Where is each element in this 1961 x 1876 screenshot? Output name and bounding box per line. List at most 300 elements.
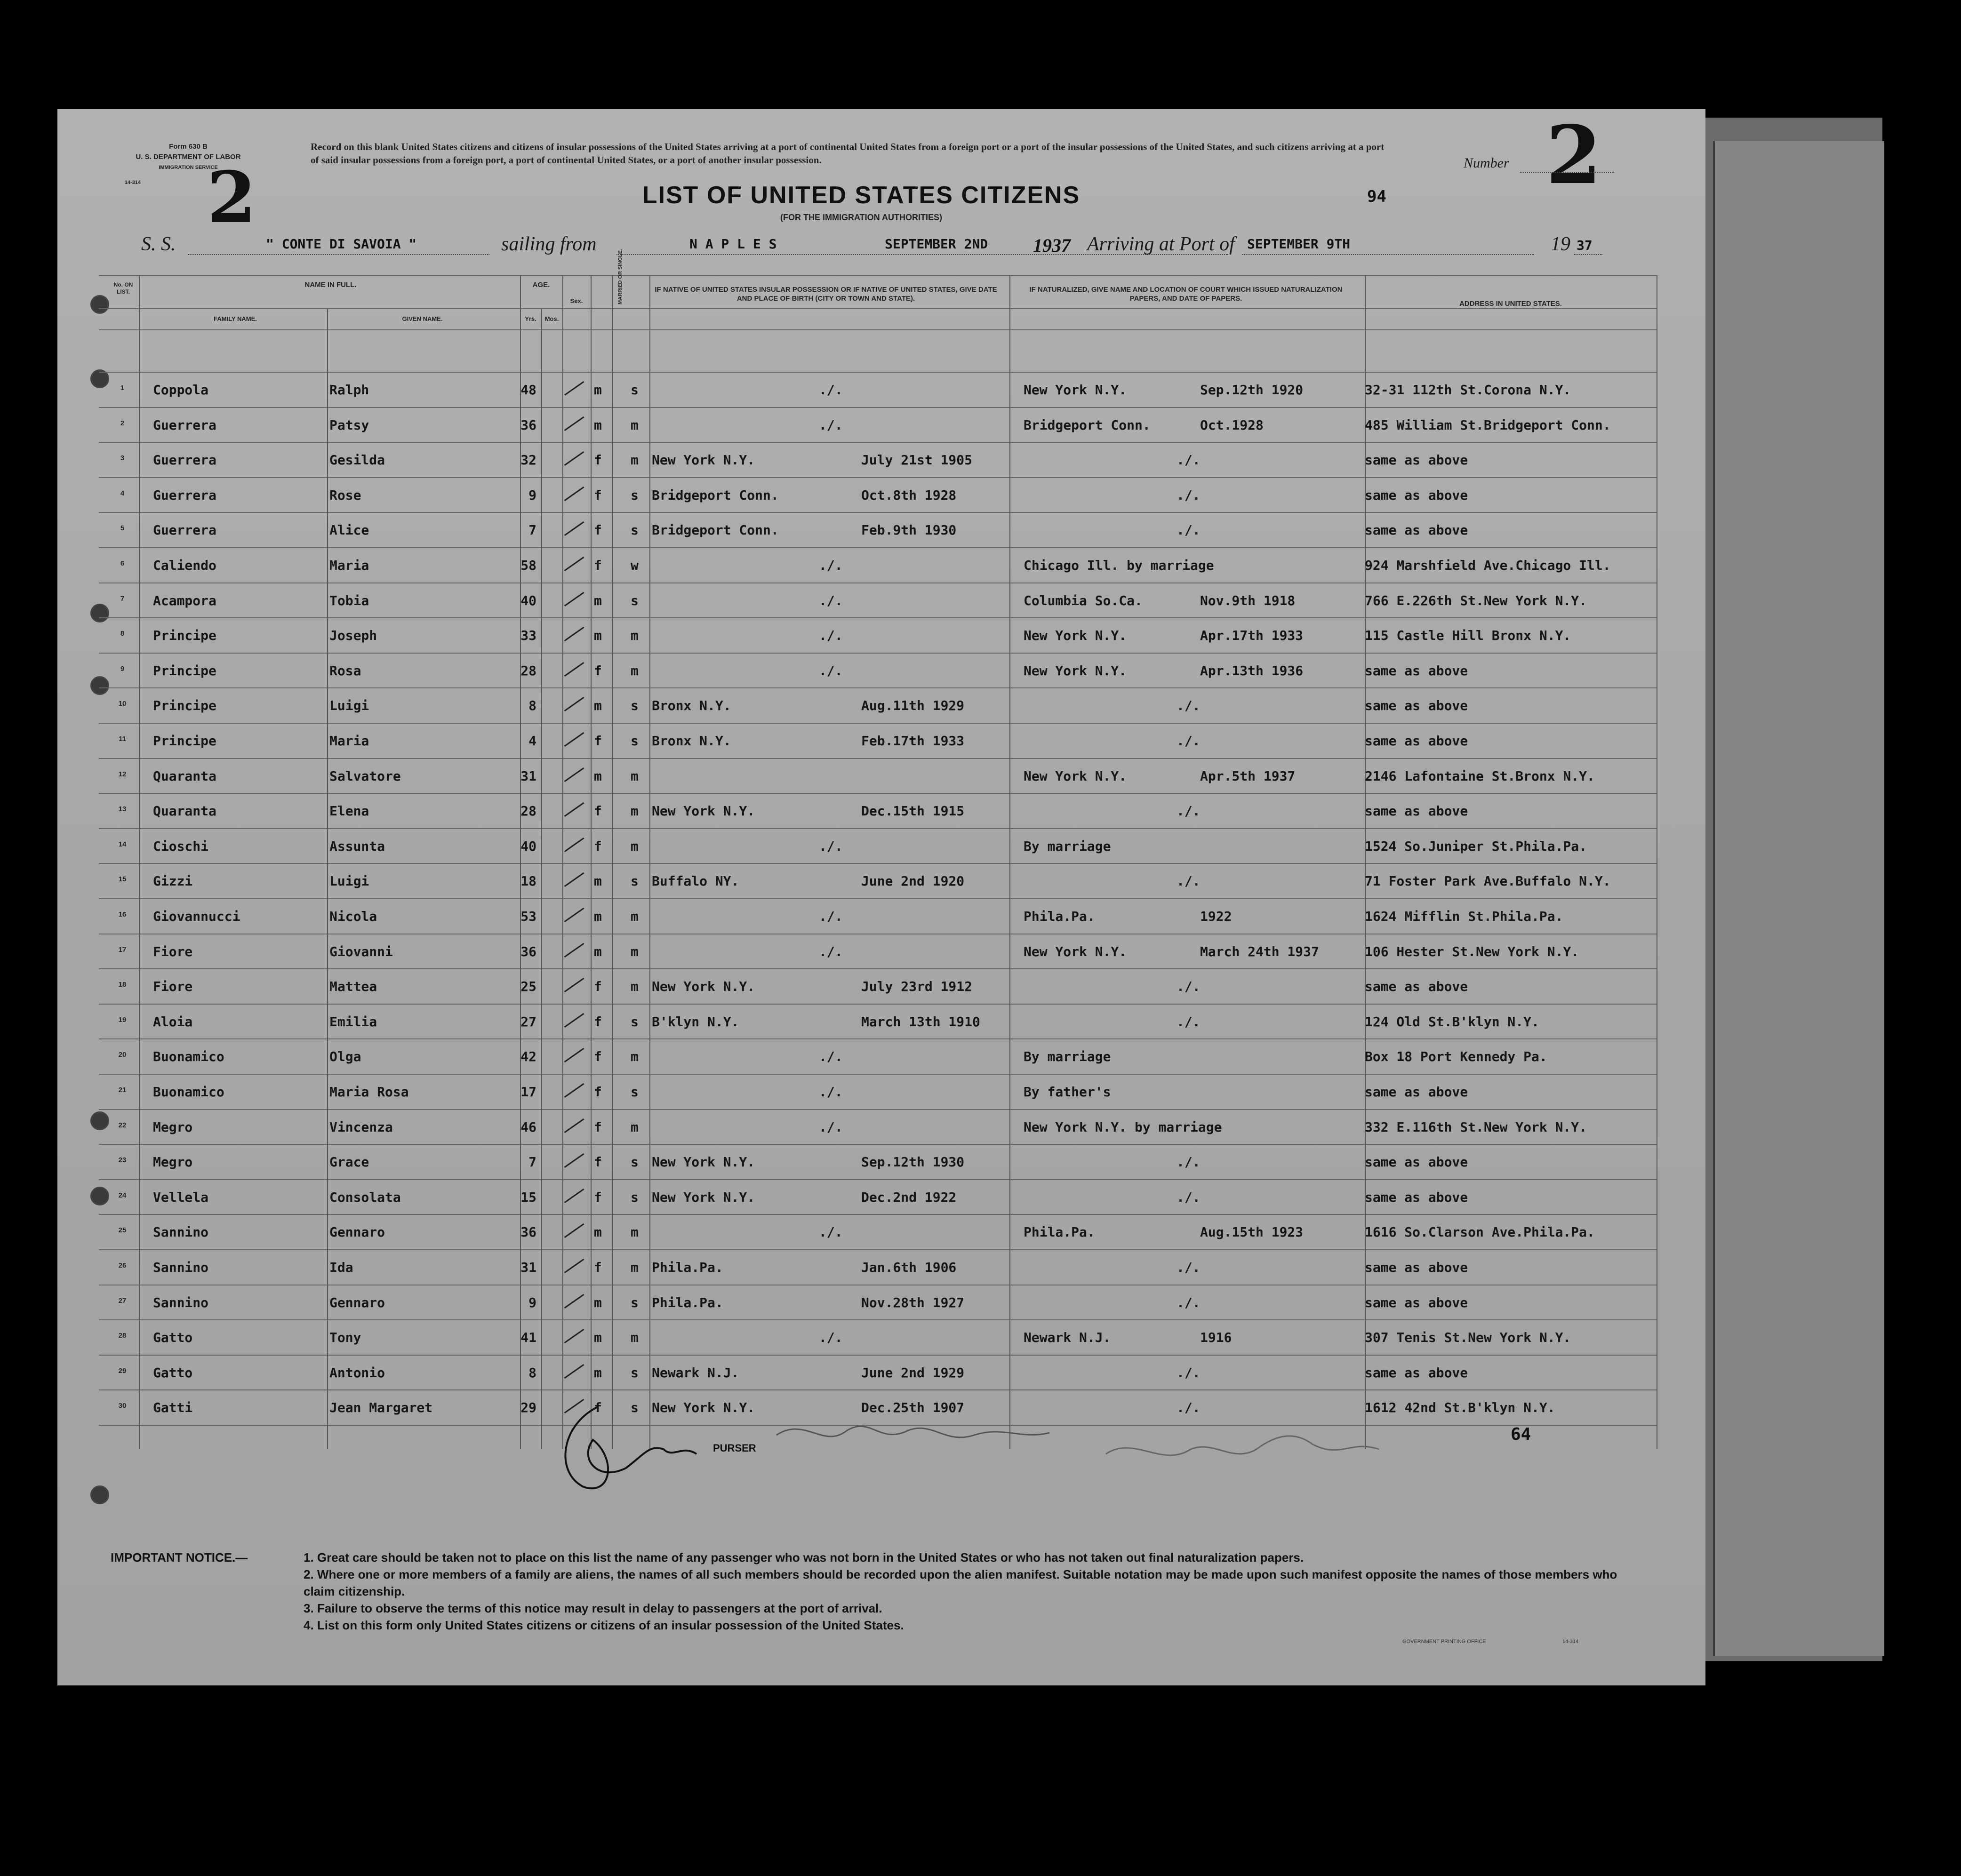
naturalization-court: New York N.Y. <box>1024 382 1127 398</box>
col-native: IF NATIVE OF UNITED STATES INSULAR POSSESSION OR IF NATIVE OF UNITED STATES, GIVE DATE AND PLACE OF BIRTH (CITY OR TOWN AND STATE). <box>655 286 997 303</box>
row-number: 7 <box>120 594 125 603</box>
record-instructions: Record on this blank United States citizens and citizens of insular possessions of the United States arriving at a port of continental United States from a foreign port or a port of the insular possessions of the United States, and such citizens arriving at a port of said insular possessions from a foreign port, a port of continental United States, or a port of another insular possession. <box>311 141 1385 166</box>
naturalization-date: 1922 <box>1200 909 1232 924</box>
marital-status: s <box>631 487 639 503</box>
family-name: Gatti <box>153 1400 193 1416</box>
naturalization-date: ./. <box>1177 1365 1201 1381</box>
marital-status: s <box>631 1189 639 1205</box>
grid-column-line <box>591 275 592 1449</box>
list-number: 2 <box>1546 108 1602 202</box>
us-address: 106 Hester St.New York N.Y. <box>1365 943 1579 959</box>
naturalization-court: Newark N.J. <box>1024 1330 1111 1346</box>
family-name: Aloia <box>153 1014 193 1030</box>
row-number: 21 <box>118 1086 127 1094</box>
us-address: 307 Tenis St.New York N.Y. <box>1365 1330 1571 1346</box>
sail-year: 1937 <box>1033 235 1071 256</box>
us-address: same as above <box>1365 1084 1468 1100</box>
officer-signature <box>776 1426 1049 1437</box>
grid-row-line <box>99 1038 1657 1039</box>
family-name: Quaranta <box>153 803 216 819</box>
sex: f <box>594 1084 602 1100</box>
marital-status: m <box>631 1224 639 1240</box>
marital-status: m <box>631 1330 639 1346</box>
us-address: same as above <box>1365 803 1468 819</box>
marital-status: m <box>631 452 639 468</box>
birth-place: New York N.Y. <box>652 1400 755 1416</box>
birth-date: July 21st 1905 <box>861 452 973 468</box>
age: 15 <box>520 1189 536 1205</box>
given-name: Consolata <box>329 1189 401 1205</box>
age: 9 <box>528 487 536 503</box>
us-address: same as above <box>1365 487 1468 503</box>
birth-date: Dec.25th 1907 <box>861 1400 965 1416</box>
grid-row-line <box>99 898 1657 899</box>
birth-date: ./. <box>819 909 843 924</box>
marital-status: m <box>631 1119 639 1135</box>
given-name: Maria <box>329 558 369 573</box>
birth-date: Dec.15th 1915 <box>861 803 965 819</box>
row-number: 15 <box>118 875 127 884</box>
grid-row-line <box>99 512 1657 513</box>
sex: f <box>594 979 602 995</box>
naturalization-date: ./. <box>1177 522 1201 538</box>
age: 33 <box>520 628 536 644</box>
row-number: 14 <box>118 840 127 848</box>
naturalization-date: Apr.13th 1936 <box>1200 663 1304 679</box>
arrival-line <box>1242 254 1534 255</box>
naturalization-date: ./. <box>1177 1014 1201 1030</box>
given-name: Vincenza <box>329 1119 393 1135</box>
age: 36 <box>520 943 536 959</box>
given-name: Rosa <box>329 663 361 679</box>
sex: m <box>594 909 602 924</box>
col-married: MARRIED OR SINGLE. <box>617 249 623 304</box>
age: 46 <box>520 1119 536 1135</box>
birth-date: Jan.6th 1906 <box>861 1260 957 1275</box>
birth-date: ./. <box>819 838 843 854</box>
us-address: same as above <box>1365 1260 1468 1275</box>
col-no-on-list: No. ON LIST. <box>113 281 133 295</box>
form-code: 14-314 <box>124 180 141 185</box>
given-name: Maria Rosa <box>329 1084 409 1100</box>
row-number: 26 <box>118 1261 127 1269</box>
row-number: 10 <box>118 700 127 708</box>
naturalization-court: New York N.Y. <box>1024 628 1127 644</box>
row-number: 25 <box>118 1226 127 1235</box>
naturalization-court: New York N.Y. by marriage <box>1024 1119 1222 1135</box>
gpo-code: 14-314 <box>1562 1639 1579 1644</box>
birth-date: July 23rd 1912 <box>861 979 973 995</box>
row-number: 9 <box>120 664 125 673</box>
family-name: Gatto <box>153 1365 193 1381</box>
birth-place: Newark N.J. <box>652 1365 739 1381</box>
marital-status: s <box>631 1294 639 1310</box>
gpo-label: GOVERNMENT PRINTING OFFICE <box>1402 1639 1486 1644</box>
purser-label: PURSER <box>713 1442 756 1454</box>
marital-status: m <box>631 1049 639 1065</box>
naturalization-date: ./. <box>1177 873 1201 889</box>
us-address: 1616 So.Clarson Ave.Phila.Pa. <box>1365 1224 1595 1240</box>
naturalization-date: Oct.1928 <box>1200 417 1264 433</box>
us-address: 71 Foster Park Ave.Buffalo N.Y. <box>1365 873 1611 889</box>
grid-column-line <box>327 308 328 1449</box>
arrival-year-line <box>1574 254 1602 255</box>
naturalization-court: New York N.Y. <box>1024 663 1127 679</box>
naturalization-court: Bridgeport Conn. <box>1024 417 1151 433</box>
row-number: 16 <box>118 910 127 918</box>
naturalization-date: ./. <box>1177 1154 1201 1170</box>
marital-status: m <box>631 943 639 959</box>
us-address: same as above <box>1365 1365 1468 1381</box>
birth-date: ./. <box>819 628 843 644</box>
grid-row-line <box>99 372 1657 373</box>
marital-status: w <box>631 558 639 573</box>
page-subtitle: (FOR THE IMMIGRATION AUTHORITIES) <box>780 213 942 222</box>
given-name: Gesilda <box>329 452 385 468</box>
given-name: Gennaro <box>329 1224 385 1240</box>
notice-items <box>304 1549 1640 1634</box>
age: 25 <box>520 979 536 995</box>
family-name: Caliendo <box>153 558 216 573</box>
sail-date: SEPTEMBER 2ND <box>885 236 988 252</box>
family-name: Principe <box>153 698 216 714</box>
number-line <box>1520 172 1614 173</box>
sex: m <box>594 873 602 889</box>
birth-date: ./. <box>819 592 843 608</box>
age: 7 <box>528 1154 536 1170</box>
birth-place: Bridgeport Conn. <box>652 487 779 503</box>
grid-column-line <box>541 308 542 1449</box>
us-address: 766 E.226th St.New York N.Y. <box>1365 592 1587 608</box>
page-reference: 94 <box>1367 187 1386 206</box>
grid-row-line <box>99 1355 1657 1356</box>
us-address: same as above <box>1365 1189 1468 1205</box>
age: 17 <box>520 1084 536 1100</box>
row-number: 20 <box>118 1051 127 1059</box>
grid-row-line <box>99 968 1657 969</box>
family-name: Gizzi <box>153 873 193 889</box>
row-number: 2 <box>120 419 125 427</box>
marital-status: s <box>631 873 639 889</box>
family-name: Coppola <box>153 382 209 398</box>
given-name: Ida <box>329 1260 353 1275</box>
port-from: N A P L E S <box>689 236 777 252</box>
sex: f <box>594 487 602 503</box>
naturalization-date: ./. <box>1177 1294 1201 1310</box>
grid-row-line <box>99 1319 1657 1320</box>
us-address: 32-31 112th St.Corona N.Y. <box>1365 382 1571 398</box>
naturalization-court: By father's <box>1024 1084 1111 1100</box>
col-naturalized: IF NATURALIZED, GIVE NAME AND LOCATION OF COURT WHICH ISSUED NATURALIZATION PAPERS, AND DATE OF PAPERS. <box>1029 286 1343 303</box>
arrival-date: SEPTEMBER 9TH <box>1247 236 1351 252</box>
punch-hole <box>90 1485 109 1504</box>
page-number: 64 <box>1511 1425 1531 1444</box>
row-number: 5 <box>120 524 125 533</box>
birth-place: New York N.Y. <box>652 452 755 468</box>
sex: f <box>594 838 602 854</box>
family-name: Buonamico <box>153 1049 224 1065</box>
sex: f <box>594 663 602 679</box>
grid-row-line <box>99 547 1657 548</box>
birth-place: New York N.Y. <box>652 979 755 995</box>
age: 42 <box>520 1049 536 1065</box>
given-name: Patsy <box>329 417 369 433</box>
signatures <box>541 1388 1553 1510</box>
punch-hole <box>90 604 109 623</box>
family-name: Vellela <box>153 1189 209 1205</box>
age: 4 <box>528 733 536 749</box>
form-number: Form 630 B <box>169 143 208 151</box>
grid-row-line <box>99 1109 1657 1110</box>
sex: m <box>594 1294 602 1310</box>
birth-place: Bronx N.Y. <box>652 733 731 749</box>
row-number: 22 <box>118 1121 127 1129</box>
given-name: Alice <box>329 522 369 538</box>
naturalization-date: ./. <box>1177 698 1201 714</box>
row-number: 13 <box>118 805 127 814</box>
birth-date: Nov.28th 1927 <box>861 1294 965 1310</box>
family-name: Acampora <box>153 592 216 608</box>
age: 28 <box>520 803 536 819</box>
notice-lead: IMPORTANT NOTICE.— <box>111 1550 248 1565</box>
given-name: Joseph <box>329 628 377 644</box>
family-name: Giovannucci <box>153 909 240 924</box>
marital-status: m <box>631 838 639 854</box>
us-address: same as above <box>1365 698 1468 714</box>
grid-row-line <box>99 1144 1657 1145</box>
us-address: same as above <box>1365 663 1468 679</box>
marital-status: s <box>631 733 639 749</box>
naturalization-date: ./. <box>1177 452 1201 468</box>
arriving-label: Arriving at Port of <box>1087 233 1235 255</box>
family-name: Sannino <box>153 1294 209 1310</box>
age: 36 <box>520 417 536 433</box>
grid-row-line <box>99 442 1657 443</box>
background-sheet-edge <box>1713 141 1884 1656</box>
grid-row-line <box>99 653 1657 654</box>
punch-hole <box>90 1111 109 1130</box>
page-title: LIST OF UNITED STATES CITIZENS <box>642 182 1081 209</box>
given-name: Salvatore <box>329 768 401 784</box>
birth-place: New York N.Y. <box>652 803 755 819</box>
family-name: Principe <box>153 628 216 644</box>
notice-item: 3. Failure to observe the terms of this notice may result in delay to passengers at the port of arrival. <box>304 1601 882 1615</box>
given-name: Elena <box>329 803 369 819</box>
col-age: AGE. <box>532 281 550 289</box>
sex: f <box>594 1260 602 1275</box>
grid-column-line <box>612 275 613 1449</box>
marital-status: s <box>631 592 639 608</box>
naturalization-court: By marriage <box>1024 1049 1111 1065</box>
given-name: Tobia <box>329 592 369 608</box>
marital-status: s <box>631 1084 639 1100</box>
given-name: Gennaro <box>329 1294 385 1310</box>
birth-date: Dec.2nd 1922 <box>861 1189 957 1205</box>
sex: m <box>594 382 602 398</box>
family-name: Guerrera <box>153 522 216 538</box>
grid-row-line <box>99 1249 1657 1250</box>
family-name: Principe <box>153 663 216 679</box>
age: 32 <box>520 452 536 468</box>
row-number: 3 <box>120 454 125 463</box>
department: U. S. DEPARTMENT OF LABOR <box>136 153 241 161</box>
sex: m <box>594 628 602 644</box>
row-number: 27 <box>118 1296 127 1305</box>
birth-date: ./. <box>819 1049 843 1065</box>
marital-status: m <box>631 979 639 995</box>
row-number: 19 <box>118 1015 127 1024</box>
service: IMMIGRATION SERVICE <box>159 165 218 170</box>
naturalization-date: Apr.17th 1933 <box>1200 628 1304 644</box>
given-name: Jean Margaret <box>329 1400 433 1416</box>
family-name: Fiore <box>153 943 193 959</box>
notice-item: 4. List on this form only United States citizens or citizens of an insular possession of the United States. <box>304 1618 904 1632</box>
sex: m <box>594 1224 602 1240</box>
grid-row-line <box>99 407 1657 408</box>
family-name: Quaranta <box>153 768 216 784</box>
birth-date: Feb.9th 1930 <box>861 522 957 538</box>
punch-hole <box>90 676 109 695</box>
marital-status: m <box>631 1260 639 1275</box>
given-name: Ralph <box>329 382 369 398</box>
us-address: same as above <box>1365 522 1468 538</box>
birth-date: ./. <box>819 417 843 433</box>
family-name: Buonamico <box>153 1084 224 1100</box>
naturalization-court: Phila.Pa. <box>1024 909 1095 924</box>
grid-row-line <box>99 863 1657 864</box>
family-name: Guerrera <box>153 487 216 503</box>
arrival-year-prefix: 19 <box>1551 233 1570 255</box>
birth-place: B'klyn N.Y. <box>652 1014 739 1030</box>
naturalization-court: Phila.Pa. <box>1024 1224 1095 1240</box>
given-name: Emilia <box>329 1014 377 1030</box>
sex: m <box>594 592 602 608</box>
marital-status: s <box>631 522 639 538</box>
notice-item: 1. Great care should be taken not to place on this list the name of any passenger who was not born in the United States or who has not taken out final naturalization papers. <box>304 1550 1304 1565</box>
us-address: 1524 So.Juniper St.Phila.Pa. <box>1365 838 1587 854</box>
birth-date: June 2nd 1920 <box>861 873 965 889</box>
naturalization-date: ./. <box>1177 487 1201 503</box>
grid-row-line <box>99 329 1657 330</box>
birth-place: Buffalo NY. <box>652 873 739 889</box>
birth-date: Aug.11th 1929 <box>861 698 965 714</box>
grid-row-line <box>99 793 1657 794</box>
naturalization-date: ./. <box>1177 803 1201 819</box>
row-number: 11 <box>119 735 126 743</box>
marital-status: s <box>631 1154 639 1170</box>
marital-status: m <box>631 628 639 644</box>
ss-label: S. S. <box>141 233 176 255</box>
birth-date: June 2nd 1929 <box>861 1365 965 1381</box>
grid-column-line <box>1009 275 1010 1449</box>
inspector-signature <box>1106 1436 1379 1455</box>
age: 31 <box>520 768 536 784</box>
row-number: 12 <box>118 770 127 778</box>
birth-date: ./. <box>819 382 843 398</box>
row-number: 8 <box>120 630 125 638</box>
given-name: Mattea <box>329 979 377 995</box>
row-number: 4 <box>120 489 125 497</box>
grid-column-line <box>649 275 650 1449</box>
birth-place: Phila.Pa. <box>652 1294 723 1310</box>
naturalization-court: New York N.Y. <box>1024 768 1127 784</box>
marital-status: s <box>631 382 639 398</box>
us-address: 115 Castle Hill Bronx N.Y. <box>1365 628 1571 644</box>
given-name: Rose <box>329 487 361 503</box>
family-name: Fiore <box>153 979 193 995</box>
naturalization-date: ./. <box>1177 979 1201 995</box>
sex: f <box>594 1119 602 1135</box>
row-number: 24 <box>118 1191 127 1199</box>
sex: f <box>594 733 602 749</box>
col-yrs: Yrs. <box>525 315 536 322</box>
age: 48 <box>520 382 536 398</box>
sex: m <box>594 943 602 959</box>
birth-date: ./. <box>819 943 843 959</box>
birth-date: ./. <box>819 558 843 573</box>
sex: f <box>594 452 602 468</box>
age: 31 <box>520 1260 536 1275</box>
marital-status: m <box>631 417 639 433</box>
given-name: Luigi <box>329 873 369 889</box>
family-name: Guerrera <box>153 452 216 468</box>
naturalization-date: ./. <box>1177 1400 1201 1416</box>
sex: f <box>594 1400 602 1416</box>
grid-row-line <box>99 1004 1657 1005</box>
us-address: same as above <box>1365 1154 1468 1170</box>
us-address: 485 William St.Bridgeport Conn. <box>1365 417 1611 433</box>
grid-row-line <box>99 1179 1657 1180</box>
sex: m <box>594 1365 602 1381</box>
row-number: 29 <box>118 1366 127 1375</box>
us-address: 1612 42nd St.B'klyn N.Y. <box>1365 1400 1555 1416</box>
given-name: Giovanni <box>329 943 393 959</box>
family-name: Principe <box>153 733 216 749</box>
birth-date: Oct.8th 1928 <box>861 487 957 503</box>
grid-row-line <box>99 275 1657 276</box>
marital-status: s <box>631 1365 639 1381</box>
ship-name: " CONTE DI SAVOIA " <box>266 236 417 252</box>
us-address: same as above <box>1365 733 1468 749</box>
row-number: 1 <box>120 384 125 392</box>
family-name: Guerrera <box>153 417 216 433</box>
col-sex: Sex. <box>570 297 583 304</box>
sex: m <box>594 698 602 714</box>
birth-date: March 13th 1910 <box>861 1014 980 1030</box>
given-name: Maria <box>329 733 369 749</box>
family-name: Megro <box>153 1119 193 1135</box>
given-name: Grace <box>329 1154 369 1170</box>
age: 8 <box>528 1365 536 1381</box>
grid-row-line <box>99 828 1657 829</box>
sailing-label: sailing from <box>501 233 597 255</box>
us-address: 1624 Mifflin St.Phila.Pa. <box>1365 909 1563 924</box>
col-name-in-full: NAME IN FULL. <box>304 281 357 289</box>
age: 58 <box>520 558 536 573</box>
us-address: same as above <box>1365 979 1468 995</box>
family-name: Sannino <box>153 1260 209 1275</box>
col-family-name: FAMILY NAME. <box>214 315 257 322</box>
age: 9 <box>528 1294 536 1310</box>
grid-row-line <box>99 723 1657 724</box>
given-name: Luigi <box>329 698 369 714</box>
row-number: 18 <box>118 981 127 989</box>
family-name: Sannino <box>153 1224 209 1240</box>
age: 28 <box>520 663 536 679</box>
us-address: same as above <box>1365 452 1468 468</box>
age: 18 <box>520 873 536 889</box>
birth-place: New York N.Y. <box>652 1154 755 1170</box>
